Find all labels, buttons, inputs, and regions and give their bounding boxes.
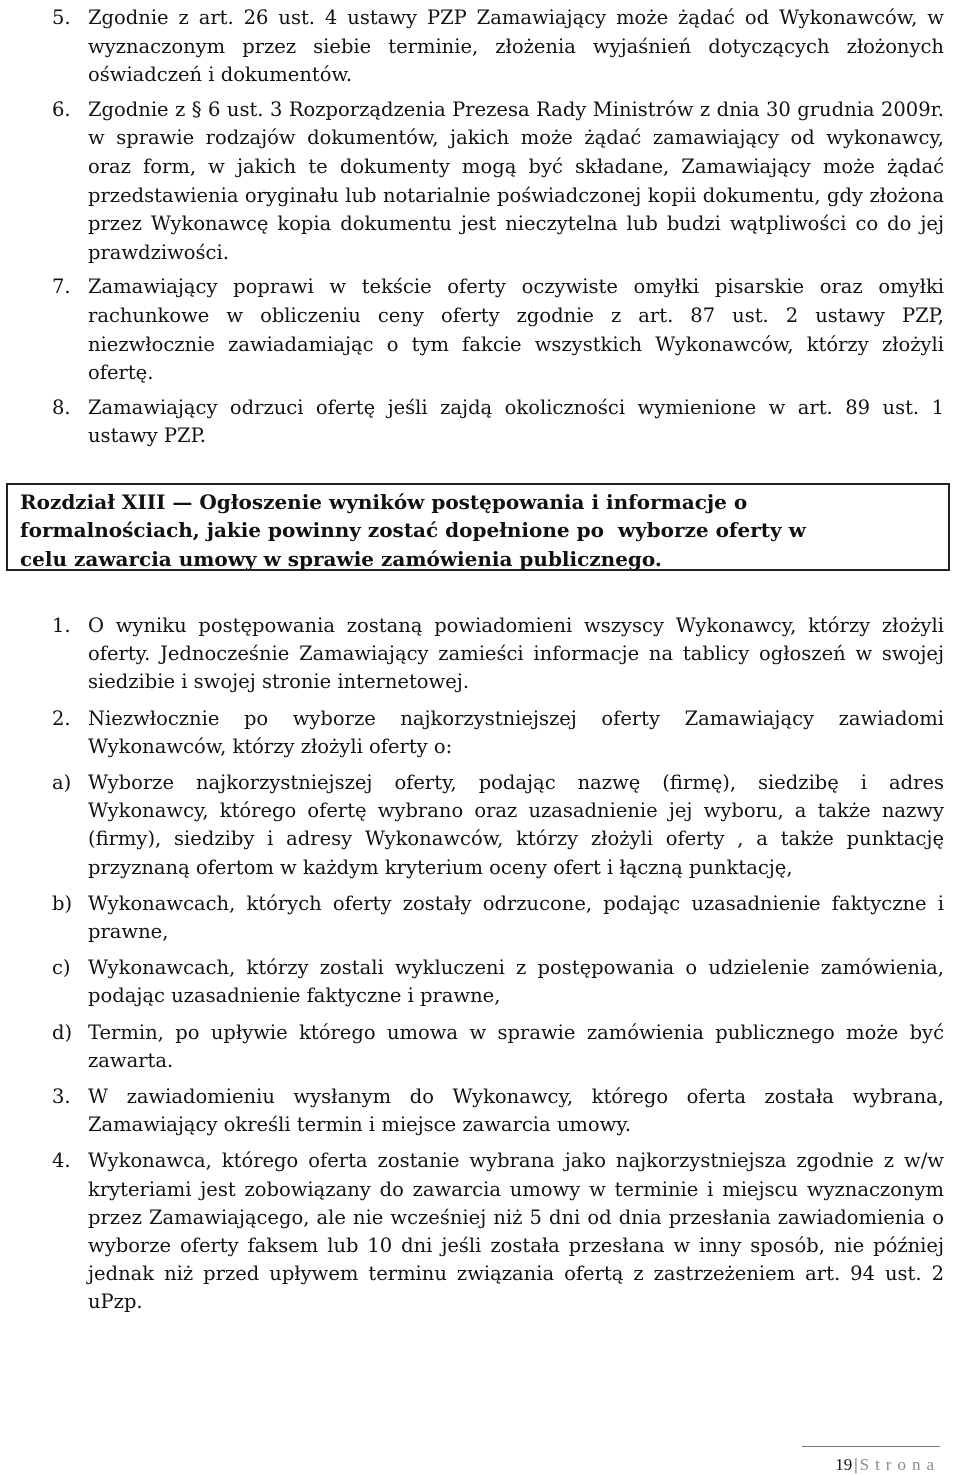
list-item (52, 4, 944, 90)
item-number: 4. (52, 1149, 71, 1173)
item-text: W zawiadomieniu wysłanym do Wykonawcy, którego oferta została wybrana, Zamawiający określi termin i miejsce zawarcia umowy. (88, 1085, 944, 1137)
top-numbered-list (52, 4, 944, 451)
item-number: 3. (52, 1085, 71, 1109)
item-text: Wykonawca, którego oferta zostanie wybrana jako najkorzystniejsza zgodnie z w/w kryteriami jest zobowiązany do zawarcia umowy w terminie i miejscu wyznaczonym przez Zamawiającego, ale nie wcześniej niż 5 dni od dnia przesłania zawiadomienia o wyborze oferty faksem lub 10 dni jeśli została przesłana w inny sposób, nie później jednak niż przed upływem terminu związania ofertą z zastrzeżeniem art. 94 ust. 2 uPzp. (88, 1149, 944, 1314)
item-number: 1. (52, 614, 71, 637)
chapter-heading-line: formalnościach, jakie powinny zostać dopełnione po wyborze oferty w (20, 518, 806, 543)
item-text: Zamawiający odrzuci ofertę jeśli zajdą okoliczności wymienione w art. 89 ust. 1 ustawy PZP. (88, 395, 944, 448)
item-text: Zgodnie z art. 26 ust. 4 ustawy PZP Zamawiający może żądać od Wykonawców, w wyznaczonym przez siebie terminie, złożenia wyjaśnień dotyczących złożonych oświadczeń i dokumentów. (88, 6, 944, 87)
chapter-heading-line: celu zawarcia umowy w sprawie zamówienia publicznego. (20, 546, 662, 571)
list-item (52, 96, 944, 268)
page-number: 19 (835, 1455, 853, 1474)
lettered-item (52, 1019, 944, 1075)
item-text: Wykonawcach, którzy zostali wykluczeni z postępowania o udzielenie zamówienia, podając uzasadnienie faktyczne i prawne, (88, 956, 944, 1008)
item-text: O wyniku postępowania zostaną powiadomieni wszyscy Wykonawcy, którzy złożyli oferty. Jednocześnie Zamawiający zamieści informacje na tablicy ogłoszeń w swojej siedzibie i swojej stronie internetowej. (88, 614, 944, 694)
chapter-heading-line: Rozdział XIII — Ogłoszenie wyników postępowania i informacje o (20, 490, 748, 514)
page-footer (802, 1446, 940, 1475)
item-text: Wyborze najkorzystniejszej oferty, podając nazwę (firmę), siedzibę i adres Wykonawcy, którego ofertę wybrano oraz uzasadnienie jej wyboru, a także nazwy (firmy), siedziby i adresy Wykonawców, którzy złożyli oferty , a także punktację przyznaną ofertom w każdym kryterium oceny ofert i łączną punktację, (88, 771, 944, 879)
chapter-heading (6, 483, 950, 571)
item-text: Niezwłocznie po wyborze najkorzystniejszej oferty Zamawiający zawiadomi Wykonawców, którzy złożyli oferty o: (88, 706, 944, 758)
list-item (52, 273, 944, 387)
item-text: Termin, po upływie którego umowa w sprawie zamówienia publicznego może być zawarta. (88, 1020, 944, 1072)
item-number: 2. (52, 706, 71, 730)
item-number: 5. (52, 6, 71, 29)
list-item (52, 1083, 944, 1139)
item-letter: c) (52, 956, 71, 980)
lettered-item (52, 769, 944, 882)
list-item (52, 394, 944, 451)
list-item (52, 705, 944, 761)
page-label: Strona (859, 1455, 940, 1474)
item-number: 6. (52, 97, 71, 121)
item-text: Zgodnie z § 6 ust. 3 Rozporządzenia Prezesa Rady Ministrów z dnia 30 grudnia 2009r. w sprawie rodzajów dokumentów, jakich może żądać zamawiający od wykonawcy, oraz form, w jakich te dokumenty mogą być składane, Zamawiający może żądać przedstawienia oryginału lub notarialnie poświadczonej kopii dokumentu, gdy złożona przez Wykonawcę kopia dokumentu jest nieczytelna lub budzi wątpliwości co do jej prawdziwości. (88, 97, 944, 264)
lettered-item (52, 890, 944, 946)
list-item (52, 1147, 944, 1316)
item-letter: b) (52, 891, 73, 915)
item-letter: a) (52, 771, 72, 795)
list-item (52, 612, 944, 697)
item-letter: d) (52, 1020, 73, 1044)
main-numbered-list (52, 612, 944, 1317)
item-number: 7. (52, 275, 71, 299)
item-text: Zamawiający poprawi w tekście oferty oczywiste omyłki pisarskie oraz omyłki rachunkowe w obliczeniu ceny oferty zgodnie z art. 87 ust. 2 ustawy PZP, niezwłocznie zawiadamiając o tym fakcie wszystkich Wykonawców, którzy złożyli ofertę. (88, 275, 944, 385)
footer-separator: | (854, 1455, 858, 1474)
item-text: Wykonawcach, których oferty zostały odrzucone, podając uzasadnienie faktyczne i prawne, (88, 891, 944, 944)
item-number: 8. (52, 395, 71, 419)
lettered-item (52, 954, 944, 1010)
